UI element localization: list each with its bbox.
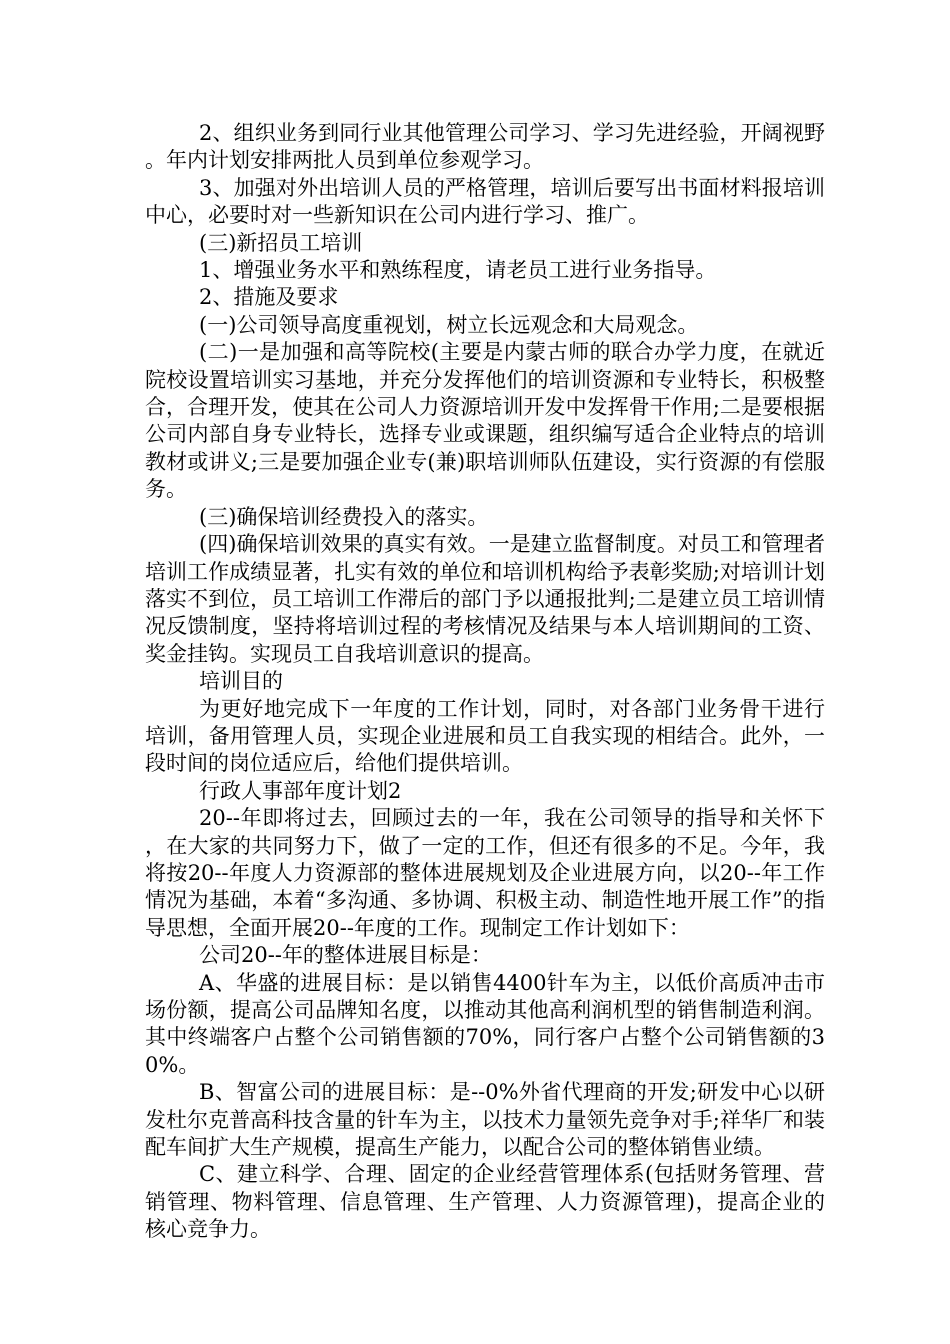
paragraph: 3、加强对外出培训人员的严格管理，培训后要写出书面材料报培训中心，必要时对一些新知识在公司内进行学习、推广。: [145, 175, 825, 228]
paragraph: (二)一是加强和高等院校(主要是内蒙古师的联合办学力度，在就近院校设置培训实习基地，并充分发挥他们的培训资源和专业特长，积极整合，合理开发，使其在公司人力资源培训开发中发挥骨干作用;二是要根据公司内部自身专业特长，选择专业或课题，组织编写适合企业特点的培训教材或讲义;三是要加强企业专(兼)职培训师队伍建设，实行资源的有偿服务。: [145, 340, 825, 502]
section-heading: 培训目的: [199, 669, 283, 694]
section-heading: 2、措施及要求: [199, 285, 339, 310]
paragraph: 公司20--年的整体进展目标是：: [199, 943, 492, 968]
section-heading: (三)新招员工培训: [199, 230, 363, 255]
paragraph: 1、增强业务水平和熟练程度，请老员工进行业务指导。: [199, 258, 717, 283]
paragraph: (一)公司领导高度重视划，树立长远观念和大局观念。: [199, 312, 699, 337]
paragraph: 2、组织业务到同行业其他管理公司学习、学习先进经验，开阔视野。年内计划安排两批人员到单位参观学习。: [145, 121, 825, 173]
paragraph: B、智富公司的进展目标：是--0%外省代理商的开发;研发中心以研发杜尔克普高科技含量的针车为主，以技术力量领先竞争对手;祥华厂和装配车间扩大生产规模，提高生产能力，以配合公司的整体销售业绩。: [145, 1080, 825, 1160]
paragraph: 为更好地完成下一年度的工作计划，同时，对各部门业务骨干进行培训，备用管理人员，实现企业进展和员工自我实现的相结合。此外，一段时间的岗位适应后，给他们提供培训。: [145, 696, 825, 776]
paragraph: C、建立科学、合理、固定的企业经营管理体系(包括财务管理、营销管理、物料管理、信息管理、生产管理、人力资源管理)，提高企业的核心竞争力。: [145, 1162, 825, 1242]
paragraph: (四)确保培训效果的真实有效。一是建立监督制度。对员工和管理者培训工作成绩显著，扎实有效的单位和培训机构给予表彰奖励;对培训计划落实不到位，员工培训工作滞后的部门予以通报批判;二是建立员工培训情况反馈制度，坚持将培训过程的考核情况及结果与本人培训期间的工资、奖金挂钩。实现员工自我培训意识的提高。: [145, 532, 825, 666]
paragraph: A、华盛的进展目标：是以销售4400针车为主，以低价高质冲击市场份额，提高公司品牌知名度，以推动其他高利润机型的销售制造利润。其中终端客户占整个公司销售额的70%，同行客户占整个公司销售额的30%。: [145, 970, 825, 1077]
document-page: [145, 120, 825, 1244]
paragraph: (三)确保培训经费投入的落实。: [199, 504, 489, 529]
paragraph: 20--年即将过去，回顾过去的一年，我在公司领导的指导和关怀下，在大家的共同努力下，做了一定的工作，但还有很多的不足。今年，我将按20--年度人力资源部的整体进展规划及企业进展方向，以20--年工作情况为基础，本着“多沟通、多协调、积极主动、制造性地开展工作”的指导思想，全面开展20--年度的工作。现制定工作计划如下：: [145, 806, 825, 940]
section-heading: 行政人事部年度计划2: [199, 778, 402, 803]
